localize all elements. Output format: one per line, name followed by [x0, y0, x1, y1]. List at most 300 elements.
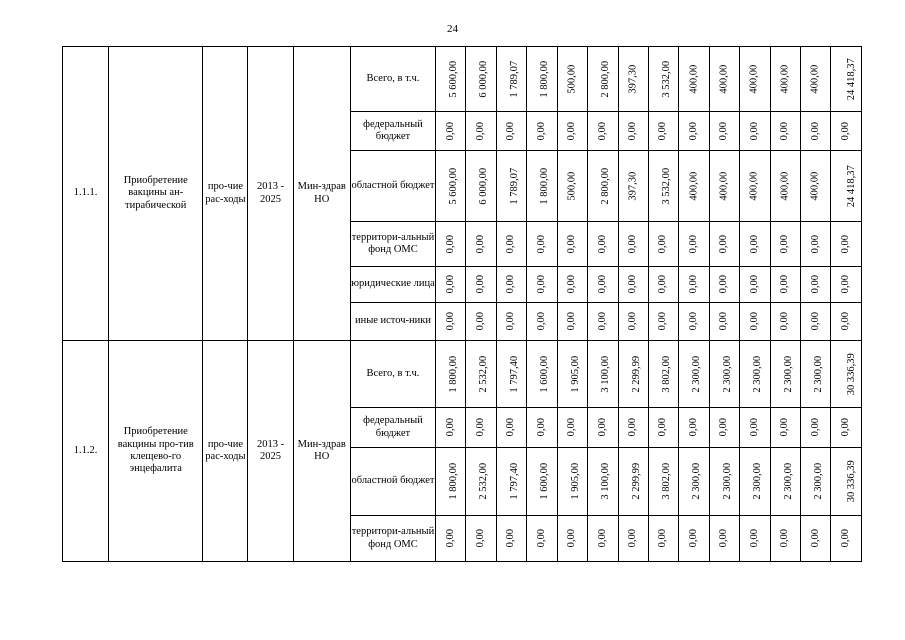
- amount-value: 0,00: [596, 312, 608, 331]
- amount-value: 0,00: [718, 275, 730, 294]
- amount-value: 2 532,00: [478, 463, 490, 500]
- amount-cell: [831, 408, 862, 448]
- amount-cell: [801, 112, 831, 151]
- amount-cell: [466, 448, 496, 516]
- amount-value: 2 300,00: [721, 355, 733, 393]
- amount-cell: [588, 408, 618, 448]
- amount-value: 0,00: [809, 529, 821, 548]
- amount-cell: [557, 516, 587, 562]
- amount-value: 0,00: [505, 312, 517, 331]
- amount-value: 3 100,00: [600, 355, 612, 393]
- amount-cell: [831, 303, 862, 341]
- amount-value: 0,00: [535, 275, 547, 294]
- amount-cell: [557, 151, 587, 222]
- amount-cell: [466, 151, 496, 222]
- amount-value: 0,00: [840, 275, 852, 294]
- amount-cell: [557, 448, 587, 516]
- amount-value: 0,00: [657, 529, 669, 548]
- amount-value: 2 300,00: [752, 355, 764, 393]
- amount-value: 0,00: [687, 234, 699, 254]
- amount-cell: [618, 408, 648, 448]
- amount-cell: [679, 341, 709, 408]
- amount-cell: [588, 222, 618, 267]
- amount-cell: [770, 222, 800, 267]
- amount-cell: [679, 267, 709, 303]
- amount-value: 2 300,00: [813, 355, 825, 393]
- amount-cell: [831, 516, 862, 562]
- amount-value: 0,00: [627, 312, 639, 331]
- amount-value: 0,00: [809, 121, 821, 141]
- amount-value: 400,00: [687, 64, 699, 94]
- amount-cell: [588, 151, 618, 222]
- amount-cell: [709, 267, 739, 303]
- amount-value: 0,00: [474, 529, 486, 548]
- amount-value: 24 418,37: [846, 165, 858, 207]
- amount-cell: [436, 516, 466, 562]
- amount-value: 3 532,00: [661, 167, 673, 205]
- amount-value: 2 300,00: [691, 463, 703, 500]
- amount-cell: [496, 341, 526, 408]
- amount-cell: [557, 47, 587, 112]
- amount-value: 0,00: [596, 275, 608, 294]
- amount-value: 0,00: [627, 275, 639, 294]
- amount-value: 0,00: [505, 234, 517, 254]
- amount-value: 0,00: [627, 529, 639, 548]
- amount-value: 0,00: [535, 234, 547, 254]
- amount-value: 400,00: [718, 64, 730, 94]
- amount-value: 0,00: [718, 529, 730, 548]
- amount-cell: [740, 47, 770, 112]
- amount-cell: [679, 516, 709, 562]
- amount-cell: [527, 222, 557, 267]
- amount-cell: [496, 267, 526, 303]
- amount-value: 0,00: [596, 121, 608, 141]
- amount-value: 0,00: [444, 529, 456, 548]
- amount-cell: [466, 408, 496, 448]
- amount-value: 2 300,00: [752, 463, 764, 500]
- item-period: 2013 - 2025: [248, 341, 293, 562]
- amount-value: 3 802,00: [661, 463, 673, 500]
- amount-cell: [588, 47, 618, 112]
- funding-source: Всего, в т.ч.: [350, 341, 435, 408]
- table-row: [63, 341, 862, 408]
- amount-value: 0,00: [748, 418, 760, 437]
- amount-cell: [466, 341, 496, 408]
- amount-cell: [831, 341, 862, 408]
- amount-value: 0,00: [748, 312, 760, 331]
- amount-value: 500,00: [566, 64, 578, 94]
- amount-value: 400,00: [718, 171, 730, 201]
- amount-cell: [770, 516, 800, 562]
- amount-cell: [679, 303, 709, 341]
- item-name: Приобретение вакцины ан-тирабической: [109, 47, 203, 341]
- amount-cell: [831, 267, 862, 303]
- amount-value: 0,00: [566, 275, 578, 294]
- amount-value: 0,00: [505, 529, 517, 548]
- amount-value: 1 600,00: [539, 355, 551, 393]
- amount-cell: [801, 341, 831, 408]
- amount-value: 0,00: [596, 529, 608, 548]
- amount-value: 1 905,00: [569, 463, 581, 500]
- item-expense-type: про-чие рас-ходы: [203, 47, 248, 341]
- amount-cell: [679, 47, 709, 112]
- amount-cell: [679, 448, 709, 516]
- funding-source: территори-альный фонд ОМС: [350, 516, 435, 562]
- amount-cell: [496, 112, 526, 151]
- amount-cell: [496, 151, 526, 222]
- item-executor: Мин-здрав НО: [293, 47, 350, 341]
- amount-cell: [557, 341, 587, 408]
- amount-cell: [679, 408, 709, 448]
- amount-value: 400,00: [809, 171, 821, 201]
- amount-value: 6 000,00: [478, 167, 490, 205]
- amount-value: 397,30: [627, 64, 639, 94]
- amount-value: 0,00: [627, 234, 639, 254]
- amount-cell: [496, 516, 526, 562]
- amount-cell: [740, 303, 770, 341]
- amount-cell: [618, 151, 648, 222]
- amount-cell: [648, 341, 678, 408]
- amount-value: 2 800,00: [600, 60, 612, 98]
- amount-value: 400,00: [748, 171, 760, 201]
- amount-value: 0,00: [596, 418, 608, 437]
- amount-value: 0,00: [687, 121, 699, 141]
- amount-value: 400,00: [779, 171, 791, 201]
- amount-cell: [770, 112, 800, 151]
- amount-cell: [527, 516, 557, 562]
- amount-value: 0,00: [840, 312, 852, 331]
- amount-cell: [648, 47, 678, 112]
- amount-cell: [679, 222, 709, 267]
- amount-value: 0,00: [566, 234, 578, 254]
- amount-cell: [770, 408, 800, 448]
- amount-cell: [496, 408, 526, 448]
- amount-cell: [801, 151, 831, 222]
- amount-cell: [466, 303, 496, 341]
- amount-value: 0,00: [444, 275, 456, 294]
- item-name: Приобретение вакцины про-тив клещево-го энцефалита: [109, 341, 203, 562]
- amount-cell: [801, 222, 831, 267]
- amount-value: 2 300,00: [721, 463, 733, 500]
- amount-cell: [740, 408, 770, 448]
- amount-cell: [831, 112, 862, 151]
- amount-value: 1 797,40: [509, 463, 521, 500]
- amount-value: 1 800,00: [448, 463, 460, 500]
- amount-cell: [740, 112, 770, 151]
- amount-cell: [648, 408, 678, 448]
- amount-cell: [527, 267, 557, 303]
- amount-cell: [527, 47, 557, 112]
- amount-value: 0,00: [566, 312, 578, 331]
- amount-value: 400,00: [809, 64, 821, 94]
- amount-cell: [740, 151, 770, 222]
- amount-cell: [588, 341, 618, 408]
- amount-cell: [436, 448, 466, 516]
- amount-cell: [496, 222, 526, 267]
- amount-cell: [648, 112, 678, 151]
- amount-cell: [436, 303, 466, 341]
- amount-value: 5 600,00: [448, 167, 460, 205]
- amount-value: 500,00: [566, 171, 578, 201]
- amount-value: 0,00: [779, 529, 791, 548]
- amount-value: 0,00: [809, 312, 821, 331]
- amount-cell: [801, 408, 831, 448]
- amount-value: 3 802,00: [661, 355, 673, 393]
- amount-value: 0,00: [840, 234, 852, 254]
- amount-value: 0,00: [840, 418, 852, 437]
- amount-cell: [740, 222, 770, 267]
- amount-value: 0,00: [474, 234, 486, 254]
- amount-value: 0,00: [657, 275, 669, 294]
- amount-value: 0,00: [687, 275, 699, 294]
- amount-value: 0,00: [779, 312, 791, 331]
- amount-value: 0,00: [505, 121, 517, 141]
- amount-value: 0,00: [687, 418, 699, 437]
- amount-value: 3 100,00: [600, 463, 612, 500]
- amount-value: 0,00: [444, 418, 456, 437]
- amount-cell: [527, 408, 557, 448]
- amount-cell: [618, 516, 648, 562]
- amount-cell: [436, 47, 466, 112]
- item-executor: Мин-здрав НО: [293, 341, 350, 562]
- amount-cell: [527, 112, 557, 151]
- amount-value: 1 789,07: [509, 60, 521, 98]
- funding-source: федеральный бюджет: [350, 112, 435, 151]
- amount-cell: [709, 112, 739, 151]
- item-code: 1.1.1.: [63, 47, 109, 341]
- amount-value: 0,00: [718, 121, 730, 141]
- amount-cell: [801, 516, 831, 562]
- amount-value: 0,00: [748, 275, 760, 294]
- amount-value: 2 300,00: [691, 355, 703, 393]
- amount-cell: [618, 47, 648, 112]
- amount-value: 0,00: [779, 121, 791, 141]
- amount-cell: [436, 341, 466, 408]
- amount-cell: [709, 303, 739, 341]
- amount-cell: [770, 341, 800, 408]
- amount-cell: [770, 151, 800, 222]
- amount-value: 0,00: [505, 418, 517, 437]
- amount-cell: [709, 408, 739, 448]
- amount-value: 0,00: [748, 234, 760, 254]
- amount-cell: [679, 112, 709, 151]
- amount-value: 0,00: [566, 529, 578, 548]
- amount-value: 0,00: [444, 234, 456, 254]
- amount-cell: [648, 303, 678, 341]
- amount-cell: [770, 267, 800, 303]
- amount-cell: [770, 303, 800, 341]
- amount-value: 2 300,00: [782, 355, 794, 393]
- amount-value: 0,00: [474, 418, 486, 437]
- amount-cell: [466, 516, 496, 562]
- amount-value: 0,00: [596, 234, 608, 254]
- amount-value: 0,00: [687, 529, 699, 548]
- amount-value: 0,00: [444, 312, 456, 331]
- amount-value: 6 000,00: [478, 60, 490, 98]
- table-body: [63, 47, 862, 562]
- amount-cell: [679, 151, 709, 222]
- funding-source: областной бюджет: [350, 151, 435, 222]
- amount-value: 400,00: [779, 64, 791, 94]
- amount-cell: [801, 448, 831, 516]
- amount-value: 0,00: [748, 529, 760, 548]
- amount-value: 30 336,39: [846, 460, 858, 503]
- amount-value: 5 600,00: [448, 60, 460, 98]
- amount-value: 0,00: [748, 121, 760, 141]
- table-row: [63, 47, 862, 112]
- amount-cell: [740, 448, 770, 516]
- amount-value: 0,00: [535, 529, 547, 548]
- amount-cell: [648, 448, 678, 516]
- amount-cell: [496, 47, 526, 112]
- amount-cell: [648, 516, 678, 562]
- amount-cell: [618, 303, 648, 341]
- amount-value: 0,00: [444, 121, 456, 141]
- item-expense-type: про-чие рас-ходы: [203, 341, 248, 562]
- amount-value: 1 797,40: [509, 355, 521, 393]
- amount-cell: [740, 516, 770, 562]
- amount-value: 0,00: [779, 275, 791, 294]
- funding-source: территори-альный фонд ОМС: [350, 222, 435, 267]
- amount-cell: [588, 516, 618, 562]
- amount-cell: [618, 222, 648, 267]
- amount-cell: [527, 151, 557, 222]
- amount-value: 2 299,99: [630, 355, 642, 393]
- amount-value: 0,00: [809, 234, 821, 254]
- amount-value: 0,00: [474, 312, 486, 331]
- amount-value: 30 336,39: [846, 353, 858, 395]
- amount-cell: [436, 112, 466, 151]
- item-period: 2013 - 2025: [248, 47, 293, 341]
- funding-source: федеральный бюджет: [350, 408, 435, 448]
- amount-cell: [557, 303, 587, 341]
- amount-value: 24 418,37: [846, 58, 858, 100]
- amount-value: 0,00: [657, 312, 669, 331]
- budget-table: [62, 46, 862, 562]
- amount-cell: [466, 47, 496, 112]
- amount-cell: [527, 341, 557, 408]
- amount-value: 1 800,00: [539, 60, 551, 98]
- amount-cell: [496, 448, 526, 516]
- amount-cell: [709, 222, 739, 267]
- amount-cell: [588, 112, 618, 151]
- amount-value: 0,00: [535, 312, 547, 331]
- amount-value: 2 299,99: [630, 463, 642, 500]
- amount-value: 0,00: [566, 121, 578, 141]
- amount-cell: [740, 341, 770, 408]
- funding-source: юридические лица: [350, 267, 435, 303]
- amount-cell: [557, 267, 587, 303]
- amount-value: 0,00: [718, 418, 730, 437]
- amount-cell: [648, 151, 678, 222]
- amount-value: 0,00: [535, 121, 547, 141]
- amount-cell: [648, 267, 678, 303]
- amount-cell: [436, 222, 466, 267]
- amount-value: 397,30: [627, 171, 639, 201]
- amount-cell: [648, 222, 678, 267]
- amount-cell: [709, 47, 739, 112]
- amount-cell: [557, 112, 587, 151]
- amount-value: 0,00: [657, 234, 669, 254]
- amount-value: 0,00: [657, 418, 669, 437]
- amount-cell: [618, 267, 648, 303]
- amount-cell: [770, 448, 800, 516]
- amount-cell: [557, 222, 587, 267]
- amount-cell: [618, 112, 648, 151]
- amount-cell: [831, 151, 862, 222]
- amount-cell: [618, 448, 648, 516]
- page-number: 24: [447, 23, 458, 35]
- amount-value: 0,00: [718, 234, 730, 254]
- amount-value: 3 532,00: [661, 60, 673, 98]
- amount-cell: [801, 267, 831, 303]
- amount-cell: [436, 267, 466, 303]
- amount-value: 1 789,07: [509, 167, 521, 205]
- amount-value: 1 905,00: [569, 355, 581, 393]
- amount-value: 0,00: [627, 121, 639, 141]
- amount-cell: [557, 408, 587, 448]
- amount-value: 0,00: [687, 312, 699, 331]
- amount-value: 0,00: [505, 275, 517, 294]
- amount-cell: [709, 448, 739, 516]
- amount-cell: [618, 341, 648, 408]
- amount-value: 0,00: [657, 121, 669, 141]
- amount-cell: [588, 267, 618, 303]
- funding-source: иные источ-ники: [350, 303, 435, 341]
- amount-cell: [831, 47, 862, 112]
- amount-cell: [801, 47, 831, 112]
- amount-value: 2 532,00: [478, 355, 490, 393]
- amount-value: 0,00: [779, 234, 791, 254]
- amount-value: 0,00: [535, 418, 547, 437]
- amount-value: 0,00: [474, 121, 486, 141]
- amount-value: 0,00: [718, 312, 730, 331]
- amount-cell: [709, 516, 739, 562]
- amount-value: 0,00: [840, 529, 852, 548]
- amount-cell: [801, 303, 831, 341]
- amount-value: 0,00: [809, 418, 821, 437]
- amount-cell: [770, 47, 800, 112]
- amount-cell: [436, 151, 466, 222]
- amount-cell: [831, 448, 862, 516]
- amount-cell: [466, 267, 496, 303]
- amount-cell: [740, 267, 770, 303]
- amount-cell: [709, 341, 739, 408]
- amount-value: 0,00: [627, 418, 639, 437]
- amount-cell: [527, 303, 557, 341]
- amount-value: 400,00: [748, 64, 760, 94]
- amount-cell: [466, 222, 496, 267]
- amount-value: 1 800,00: [448, 355, 460, 393]
- amount-value: 2 300,00: [782, 463, 794, 500]
- amount-value: 0,00: [474, 275, 486, 294]
- amount-cell: [709, 151, 739, 222]
- amount-value: 2 800,00: [600, 167, 612, 205]
- amount-value: 2 300,00: [813, 463, 825, 500]
- amount-value: 0,00: [840, 121, 852, 141]
- funding-source: Всего, в т.ч.: [350, 47, 435, 112]
- funding-source: областной бюджет: [350, 448, 435, 516]
- amount-cell: [496, 303, 526, 341]
- amount-value: 1 600,00: [539, 463, 551, 500]
- amount-cell: [831, 222, 862, 267]
- amount-cell: [588, 448, 618, 516]
- amount-value: 1 800,00: [539, 167, 551, 205]
- amount-cell: [466, 112, 496, 151]
- amount-cell: [588, 303, 618, 341]
- amount-cell: [527, 448, 557, 516]
- amount-value: 0,00: [566, 418, 578, 437]
